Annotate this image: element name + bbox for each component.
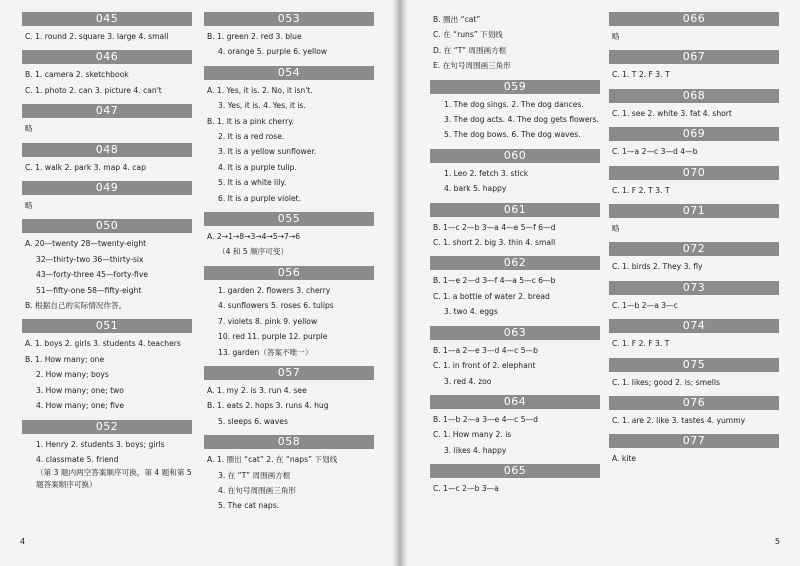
answer-line: A. 1. my 2. is 3. run 4. see: [207, 385, 307, 395]
left-page-number: 4: [20, 537, 26, 546]
answer-line: B. 1—b 2—a 3—e 4—c 5—d: [433, 414, 538, 424]
answer-block: [609, 204, 779, 236]
answer-block: [609, 434, 779, 466]
section-number-header: 073: [609, 281, 779, 295]
answer-block: [430, 395, 600, 458]
answer-line: （4 和 5 顺序可变）: [218, 247, 289, 257]
answer-line: B. 1. camera 2. sketchbook: [25, 70, 129, 80]
answer-line: 3. How many; one; two: [36, 385, 124, 395]
answer-line: 13. garden（答案不唯一）: [218, 347, 313, 357]
answer-block: [609, 50, 779, 82]
right-page: [402, 0, 800, 566]
answer-block: [430, 149, 600, 197]
section-number-header: 059: [430, 80, 600, 94]
answer-line: （第 3 题内两空答案顺序可换，第 4 题和第 5 题答案顺序可换）: [36, 468, 192, 490]
answer-block: [609, 166, 779, 198]
answer-line: C. 1—a 2—c 3—d 4—b: [612, 147, 698, 157]
right-page-number: 5: [774, 537, 780, 546]
answer-block: [609, 396, 779, 428]
section-number-header: 049: [22, 181, 192, 195]
answer-block: [430, 326, 600, 389]
answer-line: 10. red 11. purple 12. purple: [218, 332, 328, 342]
answer-line: 32—thirty-two 36—thirty-six: [36, 254, 144, 264]
answer-line: 4. 在句号周围画三角形: [218, 485, 297, 495]
answer-line: 略: [25, 201, 33, 211]
answer-block: [430, 203, 600, 251]
section-number-header: 048: [22, 143, 192, 157]
answer-block: [204, 366, 374, 429]
left-page: [0, 0, 398, 566]
section-number-header: 075: [609, 358, 779, 372]
answer-line: 5. It is a white lily.: [218, 178, 287, 188]
answer-block: [430, 256, 600, 319]
answer-line: 3. The dog acts. 4. The dog gets flowers.: [444, 115, 600, 125]
answer-line: 3. red 4. zoo: [444, 376, 492, 386]
answer-line: 2. How many; boys: [36, 370, 109, 380]
answer-line: 略: [25, 124, 33, 134]
answer-line: B. 1. It is a pink cherry.: [207, 116, 295, 126]
section-number-header: 056: [204, 266, 374, 280]
answer-line: C. 1—c 2—b 3—a: [433, 484, 499, 494]
section-number-header: 070: [609, 166, 779, 180]
answer-line: B. 圈出 “cat”: [433, 15, 481, 24]
column-3: [430, 12, 600, 503]
answer-block: [22, 181, 192, 213]
answer-line: B. 1—e 2—d 3—f 4—a 5—c 6—b: [433, 276, 556, 286]
answer-block: [430, 464, 600, 496]
section-number-header: 055: [204, 212, 374, 226]
answer-line: C. 1—b 2—a 3—c: [612, 300, 678, 310]
section-number-header: 063: [430, 326, 600, 340]
answer-line: A. 2→1→8→3→4→5→7→6: [207, 232, 301, 242]
answer-block: [22, 50, 192, 98]
answer-line: B. 1—a 2—e 3—d 4—c 5—b: [433, 345, 538, 355]
answer-line: B. 1. How many; one: [25, 354, 105, 364]
answer-line: 5. sleeps 6. waves: [218, 416, 288, 426]
answer-line: C. 1. photo 2. can 3. picture 4. can't: [25, 85, 162, 95]
answer-block: [204, 266, 374, 360]
section-number-header: 050: [22, 219, 192, 233]
book-gutter: [392, 0, 408, 566]
answer-line: A. 20—twenty 28—twenty-eight: [25, 239, 147, 249]
answer-line: D. 在 “T” 周围画方框: [433, 45, 507, 55]
answer-block: [204, 212, 374, 260]
answer-line: C. 1. in front of 2. elephant: [433, 361, 536, 371]
answer-line: 43—forty-three 45—forty-five: [36, 270, 149, 280]
answer-line: 3. two 4. eggs: [444, 307, 498, 317]
answer-line: E. 在句号周围画三角形: [433, 61, 511, 71]
answer-block: [22, 104, 192, 136]
answer-line: 1. Henry 2. students 3. boys; girls: [36, 439, 165, 449]
answer-line: 1. garden 2. flowers 3. cherry: [218, 285, 331, 295]
answer-line: 1. The dog sings. 2. The dog dances.: [444, 99, 584, 109]
section-number-header: 072: [609, 242, 779, 256]
section-number-header: 060: [430, 149, 600, 163]
answer-line: 4. classmate 5. friend: [36, 454, 119, 464]
answer-line: B. 根据自己的实际情况作答。: [25, 301, 127, 311]
answer-line: C. 1. likes; good 2. is; smells: [612, 377, 720, 387]
answer-line: 2. It is a red rose.: [218, 132, 285, 142]
answer-line: 1. Leo 2. fetch 3. stick: [444, 168, 529, 178]
section-number-header: 051: [22, 319, 192, 333]
answer-block: [204, 435, 374, 514]
answer-block: [22, 319, 192, 413]
answer-line: B. 1. green 2. red 3. blue: [207, 32, 302, 41]
answer-line: 4. orange 5. purple 6. yellow: [218, 47, 328, 57]
answer-line: C. 1. How many 2. is: [433, 430, 512, 440]
section-number-header: 074: [609, 319, 779, 333]
column-4: [609, 12, 779, 473]
answer-line: 3. Yes, it is. 4. Yes, it is.: [218, 101, 306, 111]
answer-line: C. 1. F 2. T 3. T: [612, 185, 670, 195]
answer-block: [609, 358, 779, 390]
answer-line: 略: [612, 32, 620, 41]
answer-line: 5. The dog bows. 6. The dog waves.: [444, 130, 581, 140]
answer-line: A. 1. Yes, it is. 2. No, it isn't.: [207, 85, 313, 95]
section-number-header: 066: [609, 12, 779, 26]
answer-block: [609, 242, 779, 274]
answer-line: 略: [612, 224, 620, 234]
section-number-header: 057: [204, 366, 374, 380]
answer-line: C. 1. walk 2. park 3. map 4. cap: [25, 162, 146, 172]
answer-line: C. 1. birds 2. They 3. fly: [612, 262, 703, 272]
answer-line: 51—fifty-one 58—fifty-eight: [36, 285, 142, 295]
answer-line: B. 1—c 2—b 3—a 4—e 5—f 6—d: [433, 222, 556, 232]
answer-line: 5. The cat naps.: [218, 501, 280, 511]
answer-block: [22, 219, 192, 313]
section-number-header: 058: [204, 435, 374, 449]
answer-block: [22, 12, 192, 44]
answer-line: 3. 在 “T” 周围画方框: [218, 470, 291, 480]
answer-block: [204, 12, 374, 60]
answer-line: A. 1. 圈出 “cat” 2. 在 “naps” 下划线: [207, 455, 338, 465]
answer-line: 3. likes 4. happy: [444, 445, 507, 455]
section-number-header: 065: [430, 464, 600, 478]
answer-block: [204, 66, 374, 206]
section-number-header: 046: [22, 50, 192, 64]
section-number-header: 061: [430, 203, 600, 217]
answer-line: 4. bark 5. happy: [444, 184, 507, 194]
section-number-header: 045: [22, 12, 192, 26]
answer-block: [22, 143, 192, 175]
answer-block: [609, 89, 779, 121]
section-number-header: 047: [22, 104, 192, 118]
answer-block: [609, 319, 779, 351]
column-2: [204, 12, 374, 520]
answer-line: C. 1. see 2. white 3. fat 4. short: [612, 108, 732, 118]
answer-block: [609, 281, 779, 313]
answer-line: C. 1. a bottle of water 2. bread: [433, 291, 550, 301]
answer-block: [609, 12, 779, 44]
answer-line: B. 1. eats 2. hops 3. runs 4. hug: [207, 401, 329, 411]
answer-line: C. 在 “runs” 下划线: [433, 30, 503, 40]
section-number-header: 067: [609, 50, 779, 64]
answer-line: A. 1. boys 2. girls 3. students 4. teachers: [25, 339, 181, 349]
answer-line: 4. It is a purple tulip.: [218, 162, 297, 172]
answer-line: A. kite: [612, 454, 637, 464]
section-number-header: 077: [609, 434, 779, 448]
section-number-header: 071: [609, 204, 779, 218]
answer-line: 6. It is a purple violet.: [218, 193, 302, 203]
answer-line: C. 1. F 2. F 3. T: [612, 339, 670, 349]
section-number-header: 069: [609, 127, 779, 141]
answer-block: [430, 12, 600, 74]
answer-line: 4. sunflowers 5. roses 6. tulips: [218, 301, 334, 311]
section-number-header: 053: [204, 12, 374, 26]
answer-block: [609, 127, 779, 159]
section-number-header: 054: [204, 66, 374, 80]
answer-line: 7. violets 8. pink 9. yellow: [218, 316, 318, 326]
column-1: [22, 12, 192, 497]
answer-line: 3. It is a yellow sunflower.: [218, 147, 317, 157]
section-number-header: 068: [609, 89, 779, 103]
answer-line: C. 1. T 2. F 3. T: [612, 70, 670, 80]
section-number-header: 052: [22, 420, 192, 434]
answer-line: C. 1. short 2. big 3. thin 4. small: [433, 238, 556, 248]
section-number-header: 064: [430, 395, 600, 409]
answer-line: 4. How many; one; five: [36, 401, 125, 411]
answer-block: [430, 80, 600, 143]
section-number-header: 076: [609, 396, 779, 410]
answer-block: [22, 420, 192, 492]
answer-line: C. 1. round 2. square 3. large 4. small: [25, 32, 169, 41]
section-number-header: 062: [430, 256, 600, 270]
answer-line: C. 1. are 2. like 3. tastes 4. yummy: [612, 416, 746, 426]
